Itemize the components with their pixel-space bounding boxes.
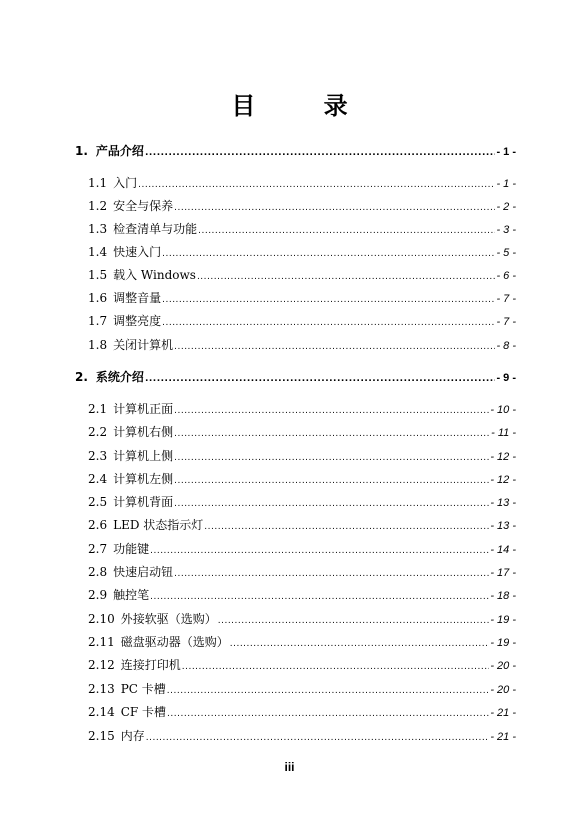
toc-chapter-entry[interactable] — [75, 369, 516, 385]
dot-leader — [174, 496, 489, 512]
toc-entry-number: 2.8 — [88, 565, 108, 579]
dot-leader — [174, 339, 495, 355]
toc-entry-page: - 3 - — [496, 224, 516, 236]
toc-section-entry[interactable] — [88, 313, 516, 329]
toc-entry-number: 2.12 — [88, 658, 115, 672]
toc-entry-page: - 11 - — [491, 427, 516, 439]
toc-entry-title: 内存 — [120, 729, 145, 743]
toc-entry-title: 外接软驱（选购） — [120, 612, 217, 626]
toc-section-entry[interactable] — [88, 198, 516, 214]
dot-leader — [145, 145, 496, 161]
toc-entry-number: 2.13 — [88, 682, 115, 696]
toc-entry-number: 1.2 — [88, 199, 108, 213]
toc-entry-page: - 18 - — [490, 590, 516, 602]
toc-entry-page: - 5 - — [496, 247, 516, 259]
toc-entry-number: 1.6 — [88, 291, 108, 305]
toc-section-entry[interactable] — [88, 587, 516, 603]
toc-entry-number: 2. — [75, 370, 88, 384]
toc-entry-number: 2.9 — [88, 588, 108, 602]
toc-entry-title: 调整亮度 — [113, 314, 162, 328]
toc-entry-number: 2.14 — [88, 705, 115, 719]
toc-entry-number: 2.10 — [88, 612, 115, 626]
dot-leader — [167, 706, 489, 722]
toc-entry-page: - 14 - — [490, 544, 516, 556]
dot-leader — [174, 200, 495, 216]
page-title: 目 录 — [231, 92, 378, 120]
toc-section-entry[interactable] — [88, 448, 516, 464]
toc-chapter-entry[interactable] — [75, 143, 516, 159]
toc-entry-page: - 8 - — [496, 340, 516, 352]
toc-section-entry[interactable] — [88, 541, 516, 557]
toc-entry-title: 磁盘驱动器（选购） — [120, 635, 229, 649]
dot-leader — [198, 223, 495, 239]
toc-entry-page: - 13 - — [490, 520, 516, 532]
toc-entry-page: - 2 - — [496, 201, 516, 213]
toc-section-entry[interactable] — [88, 244, 516, 260]
toc-section-entry[interactable] — [88, 728, 516, 744]
toc-entry-page: - 19 - — [490, 637, 516, 649]
dot-leader — [230, 636, 490, 652]
toc-section-entry[interactable] — [88, 517, 516, 533]
toc-entry-title: 调整音量 — [113, 291, 162, 305]
toc-entry-page: - 1 - — [496, 178, 516, 190]
toc-entry-number: 1.1 — [88, 176, 108, 190]
toc-entry-number: 2.1 — [88, 402, 108, 416]
dot-leader — [145, 371, 496, 387]
toc-entry-title: CF 卡槽 — [120, 705, 167, 719]
dot-leader — [174, 566, 489, 582]
toc-entry-title: LED 状态指示灯 — [113, 518, 204, 532]
toc-entry-title: 计算机左侧 — [113, 472, 174, 486]
dot-leader — [197, 269, 496, 285]
toc-section-entry[interactable] — [88, 634, 516, 650]
toc-entry-number: 1.5 — [88, 268, 108, 282]
toc-entry-title: 入门 — [113, 176, 138, 190]
toc-entry-title: 快速启动钮 — [113, 565, 174, 579]
toc-section-entry[interactable] — [88, 657, 516, 673]
toc-entry-title: 检查清单与功能 — [113, 222, 198, 236]
toc-entry-page: - 9 - — [496, 372, 516, 384]
toc-entry-title: 连接打印机 — [120, 658, 181, 672]
toc-entry-number: 2.5 — [88, 495, 108, 509]
dot-leader — [162, 246, 495, 262]
toc-entry-page: - 10 - — [490, 404, 516, 416]
toc-section-entry[interactable] — [88, 681, 516, 697]
toc-entry-page: - 13 - — [490, 497, 516, 509]
toc-section-entry[interactable] — [88, 175, 516, 191]
toc-section-entry[interactable] — [88, 424, 516, 440]
dot-leader — [162, 292, 495, 308]
toc-entry-number: 1.3 — [88, 222, 108, 236]
toc-section-entry[interactable] — [88, 401, 516, 417]
toc-entry-page: - 21 - — [490, 707, 516, 719]
dot-leader — [138, 177, 495, 193]
toc-entry-title: 安全与保养 — [113, 199, 174, 213]
toc-entry-title: 计算机上侧 — [113, 449, 174, 463]
toc-entry-title: 功能键 — [113, 542, 150, 556]
dot-leader — [174, 403, 489, 419]
toc-entry-title: 系统介绍 — [95, 370, 144, 384]
toc-section-entry[interactable] — [88, 564, 516, 580]
page-number: iii — [284, 760, 295, 774]
toc-entry-number: 2.3 — [88, 449, 108, 463]
toc-entry-title: PC 卡槽 — [120, 682, 166, 696]
dot-leader — [174, 426, 490, 442]
dot-leader — [182, 659, 490, 675]
toc-section-entry[interactable] — [88, 290, 516, 306]
toc-section-entry[interactable] — [88, 704, 516, 720]
dot-leader — [204, 519, 489, 535]
toc-entry-page: - 17 - — [490, 567, 516, 579]
toc-section-entry[interactable] — [88, 337, 516, 353]
toc-entry-number: 2.4 — [88, 472, 108, 486]
toc-entry-title: 快速入门 — [113, 245, 162, 259]
dot-leader — [218, 613, 490, 629]
toc-entry-page: - 12 - — [490, 451, 516, 463]
toc-entry-page: - 7 - — [496, 293, 516, 305]
toc-entry-title: 计算机右侧 — [113, 425, 174, 439]
toc-entry-page: - 1 - — [496, 146, 516, 158]
toc-entry-number: 2.11 — [88, 635, 115, 649]
toc-entry-page: - 19 - — [490, 614, 516, 626]
toc-section-entry[interactable] — [88, 471, 516, 487]
dot-leader — [150, 589, 489, 605]
toc-entry-title: 关闭计算机 — [113, 338, 174, 352]
dot-leader — [162, 315, 495, 331]
toc-section-entry[interactable] — [88, 494, 516, 510]
toc-entry-number: 1.8 — [88, 338, 108, 352]
toc-entry-title: 载入 Windows — [113, 268, 196, 282]
toc-entry-number: 2.15 — [88, 729, 115, 743]
toc-section-entry[interactable] — [88, 221, 516, 237]
dot-leader — [146, 730, 490, 746]
toc-entry-page: - 21 - — [490, 731, 516, 743]
toc-entry-title: 产品介绍 — [95, 144, 144, 158]
toc-section-entry[interactable] — [88, 611, 516, 627]
toc-entry-number: 2.6 — [88, 518, 108, 532]
toc-entry-page: - 20 - — [490, 660, 516, 672]
toc-entry-number: 1. — [75, 144, 88, 158]
toc-section-entry[interactable] — [88, 267, 516, 283]
toc-entry-number: 1.4 — [88, 245, 108, 259]
dot-leader — [150, 543, 489, 559]
toc-entry-title: 触控笔 — [113, 588, 150, 602]
toc-entry-page: - 20 - — [490, 684, 516, 696]
toc-entry-number: 2.2 — [88, 425, 108, 439]
toc-entry-page: - 7 - — [496, 316, 516, 328]
dot-leader — [167, 683, 490, 699]
toc-entry-number: 2.7 — [88, 542, 108, 556]
toc-entry-title: 计算机背面 — [113, 495, 174, 509]
toc-entry-number: 1.7 — [88, 314, 108, 328]
toc-entry-page: - 12 - — [490, 474, 516, 486]
dot-leader — [174, 473, 489, 489]
dot-leader — [174, 450, 489, 466]
toc-entry-title: 计算机正面 — [113, 402, 174, 416]
toc-entry-page: - 6 - — [496, 270, 516, 282]
